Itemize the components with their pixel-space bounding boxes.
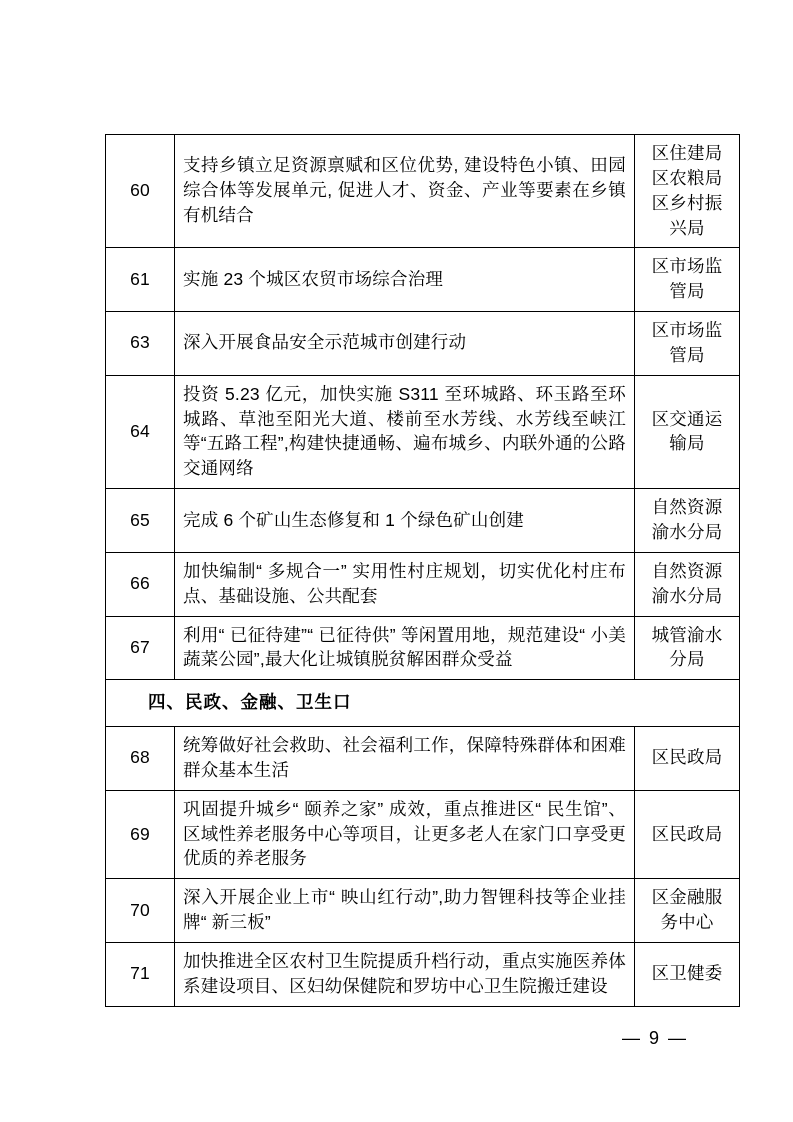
table-row — [106, 489, 740, 553]
row-number: 61 — [106, 248, 175, 312]
row-content: 投资 5.23 亿元，加快实施 S311 至环城路、环玉路至环城路、草池至阳光大道、楼前至水芳线、水芳线至峡江等“五路工程”,构建快捷通畅、遍布城乡、内联外通的公路交通网络 — [175, 375, 635, 488]
table-row — [106, 942, 740, 1006]
row-content: 巩固提升城乡“ 颐养之家” 成效，重点推进区“ 民生馆”、区域性养老服务中心等项目，让更多老人在家门口享受更优质的养老服务 — [175, 790, 635, 879]
row-content: 深入开展企业上市“ 映山红行动”,助力智锂科技等企业挂牌“ 新三板” — [175, 879, 635, 943]
row-number: 70 — [106, 879, 175, 943]
row-department: 区民政局 — [635, 790, 740, 879]
row-number: 71 — [106, 942, 175, 1006]
row-department: 城管渝水分局 — [635, 616, 740, 680]
row-department: 区市场监管局 — [635, 248, 740, 312]
table-row — [106, 879, 740, 943]
table-row — [106, 312, 740, 376]
row-number: 65 — [106, 489, 175, 553]
row-department: 区住建局 区农粮局 区乡村振兴局 — [635, 135, 740, 248]
row-department: 自然资源渝水分局 — [635, 489, 740, 553]
row-content: 支持乡镇立足资源禀赋和区位优势, 建设特色小镇、田园综合体等发展单元, 促进人才、资金、产业等要素在乡镇有机结合 — [175, 135, 635, 248]
row-content: 实施 23 个城区农贸市场综合治理 — [175, 248, 635, 312]
row-department: 自然资源渝水分局 — [635, 552, 740, 616]
row-content: 利用“ 已征待建”“ 已征待供” 等闲置用地，规范建设“ 小美蔬菜公园”,最大化让城镇脱贫解困群众受益 — [175, 616, 635, 680]
section-heading: 四、民政、金融、卫生口 — [106, 680, 740, 727]
row-department: 区交通运输局 — [635, 375, 740, 488]
table-row — [106, 375, 740, 488]
table-row — [106, 790, 740, 879]
row-number: 63 — [106, 312, 175, 376]
row-number: 69 — [106, 790, 175, 879]
row-content: 统筹做好社会救助、社会福利工作，保障特殊群体和困难群众基本生活 — [175, 727, 635, 791]
row-number: 64 — [106, 375, 175, 488]
row-content: 加快编制“ 多规合一” 实用性村庄规划，切实优化村庄布点、基础设施、公共配套 — [175, 552, 635, 616]
row-content: 完成 6 个矿山生态修复和 1 个绿色矿山创建 — [175, 489, 635, 553]
page-number: — 9 — — [621, 1028, 688, 1048]
table-row — [106, 616, 740, 680]
row-number: 68 — [106, 727, 175, 791]
table-row — [106, 552, 740, 616]
row-number: 60 — [106, 135, 175, 248]
table-row — [106, 135, 740, 248]
row-content: 加快推进全区农村卫生院提质升档行动，重点实施医养体系建设项目、区妇幼保健院和罗坊中心卫生院搬迁建设 — [175, 942, 635, 1006]
row-content: 深入开展食品安全示范城市创建行动 — [175, 312, 635, 376]
table-row — [106, 248, 740, 312]
row-number: 67 — [106, 616, 175, 680]
row-department: 区卫健委 — [635, 942, 740, 1006]
task-list-table — [105, 134, 740, 1007]
row-number: 66 — [106, 552, 175, 616]
row-department: 区民政局 — [635, 727, 740, 791]
row-department: 区金融服务中心 — [635, 879, 740, 943]
row-department: 区市场监管局 — [635, 312, 740, 376]
section-heading-row — [106, 680, 740, 727]
table-row — [106, 727, 740, 791]
